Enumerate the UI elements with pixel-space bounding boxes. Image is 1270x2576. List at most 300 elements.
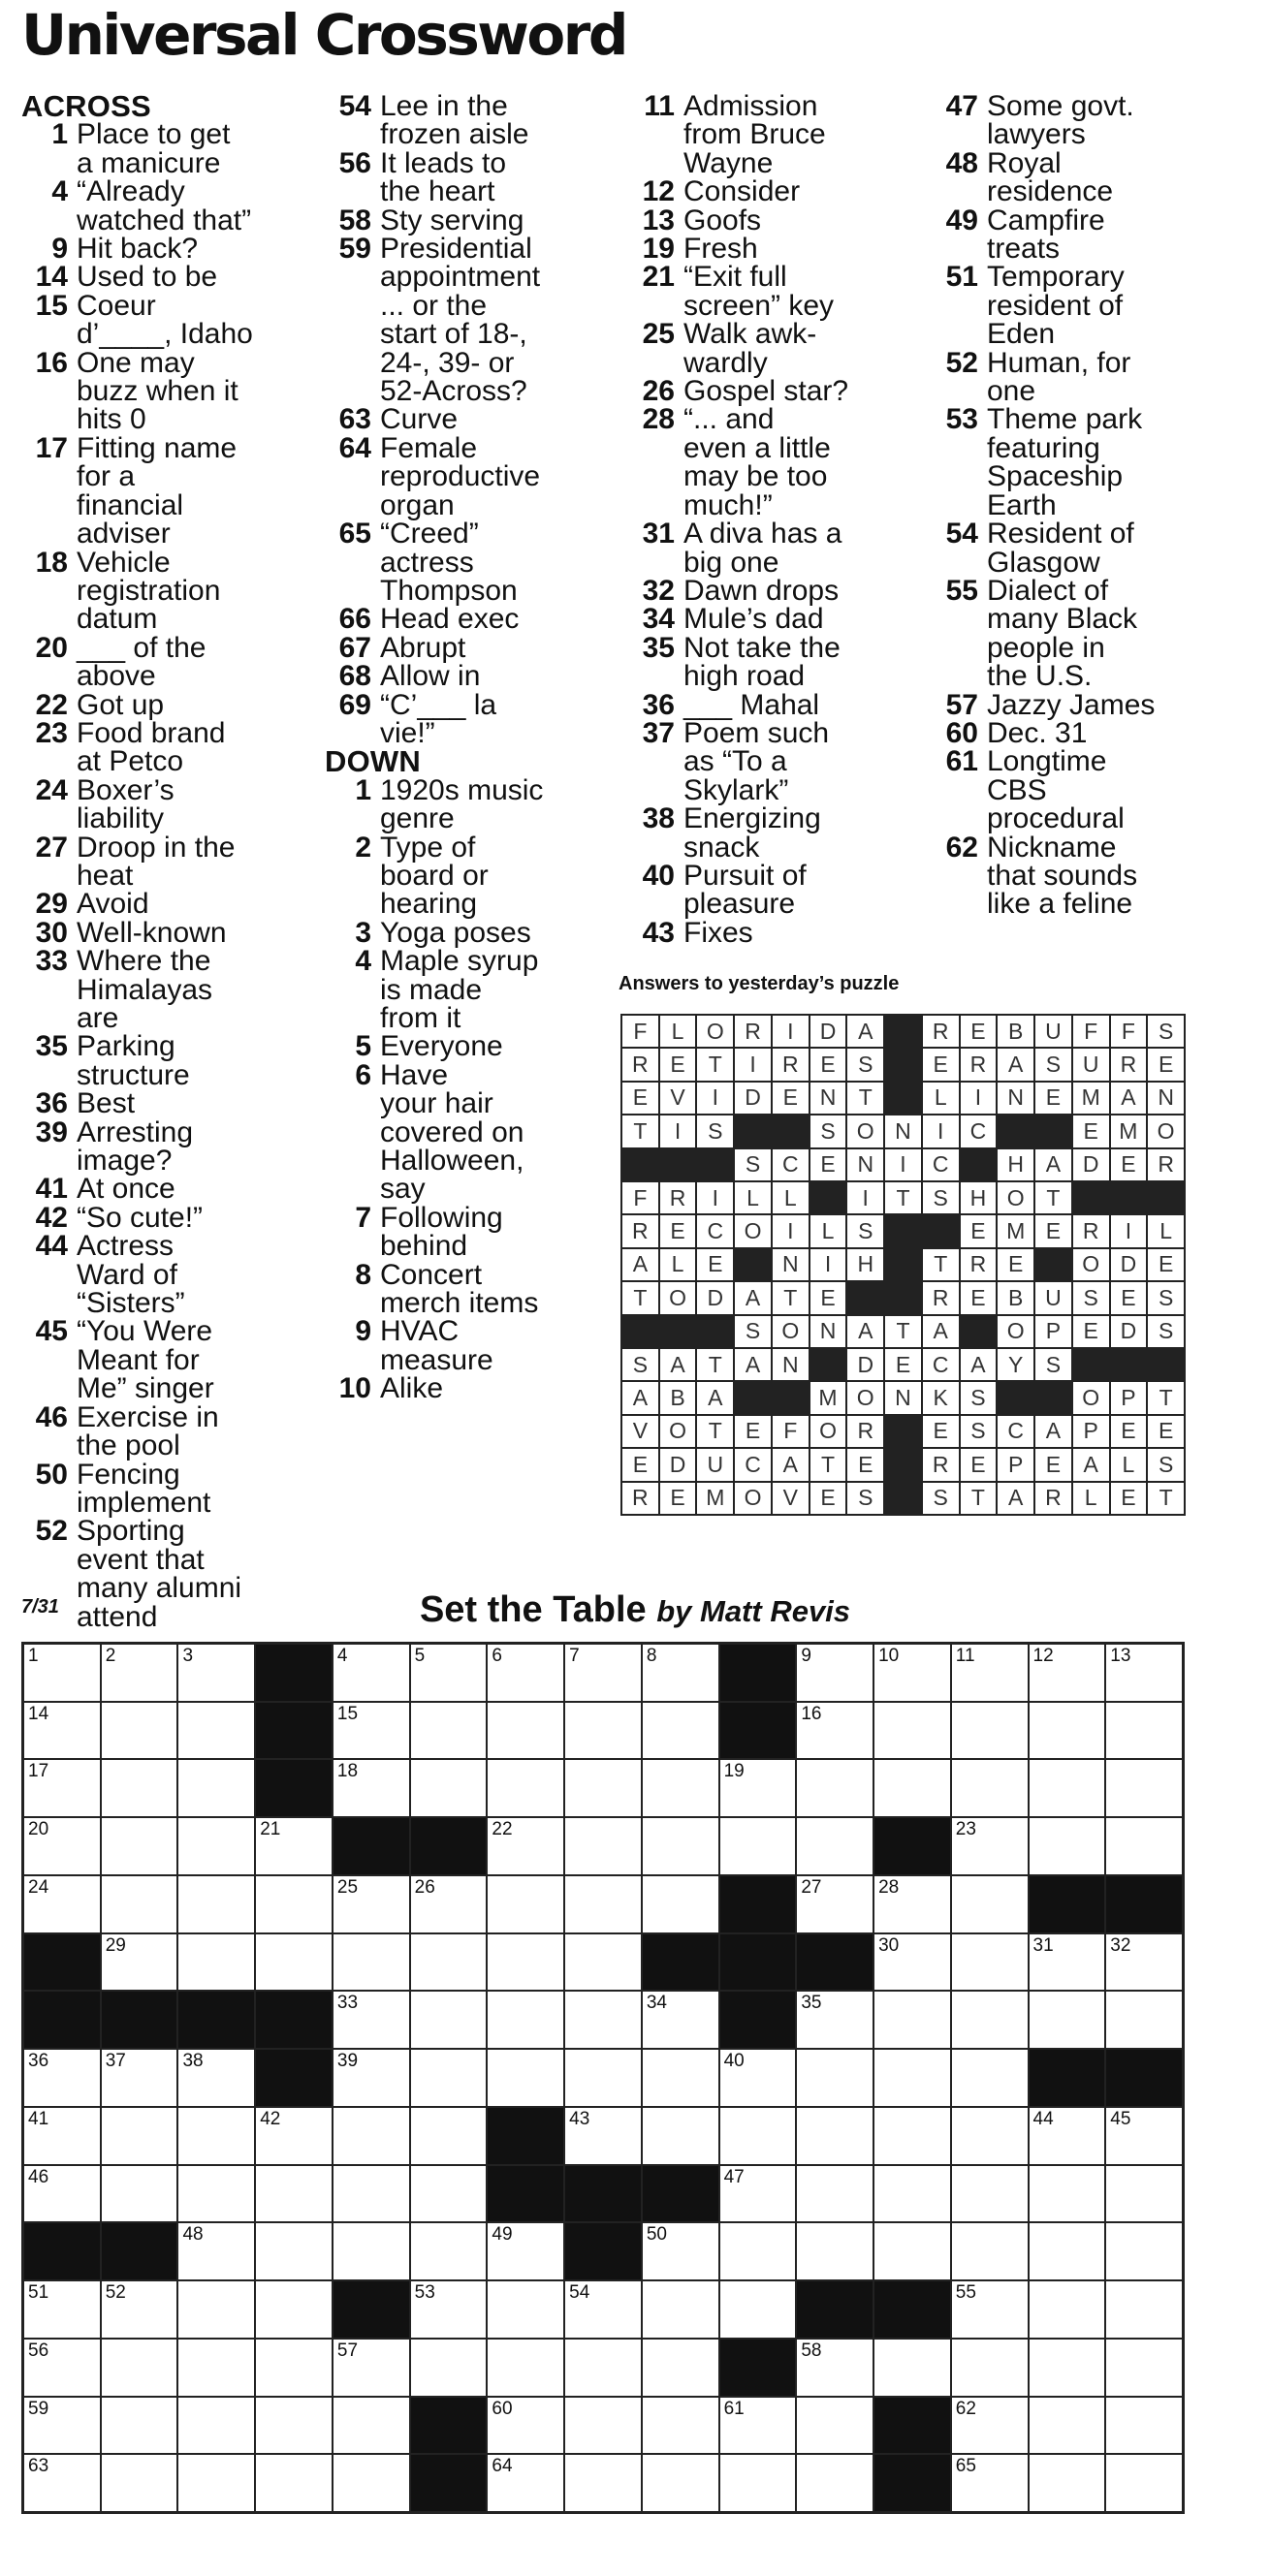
- clue-text: [683, 574, 919, 607]
- clue-number: 12: [642, 175, 675, 208]
- grid-cell[interactable]: [565, 2340, 641, 2396]
- grid-cell[interactable]: [24, 1645, 100, 1701]
- clue-text: [987, 833, 1261, 919]
- grid-cell[interactable]: [1106, 1818, 1182, 1874]
- clue-line: treats: [987, 233, 1061, 266]
- grid-cell[interactable]: [720, 2398, 796, 2454]
- grid-cell[interactable]: [797, 1645, 873, 1701]
- clue-line: Human, for: [987, 346, 1131, 379]
- grid-cell[interactable]: [488, 2050, 563, 2106]
- answer-cell: B: [998, 1282, 1033, 1313]
- grid-cell[interactable]: [333, 2050, 409, 2106]
- grid-cell[interactable]: [102, 1876, 177, 1932]
- grid-cell[interactable]: [1106, 2340, 1182, 2396]
- grid-cell[interactable]: [178, 2223, 254, 2279]
- clue-number: 20: [35, 631, 68, 664]
- grid-cell[interactable]: [1106, 1992, 1182, 2048]
- grid-cell[interactable]: [102, 2108, 177, 2164]
- clue-column-4: [932, 92, 1261, 919]
- clue-line: Alike: [380, 1372, 444, 1405]
- grid-cell[interactable]: [874, 1992, 950, 2048]
- grid-cell[interactable]: [643, 2340, 718, 2396]
- grid-cell[interactable]: [411, 2108, 487, 2164]
- clue-text: [77, 120, 312, 177]
- clue-text: [987, 688, 1261, 721]
- grid-cell[interactable]: [333, 2340, 409, 2396]
- black-square: [256, 1992, 332, 2048]
- answer-cell: S: [847, 1483, 883, 1514]
- grid-cell[interactable]: [102, 2398, 177, 2454]
- grid-cell[interactable]: [24, 2340, 100, 2396]
- cell-number: 15: [336, 1703, 359, 1724]
- grid-cell[interactable]: [1106, 1934, 1182, 1991]
- down-clue: [628, 206, 919, 235]
- grid-cell[interactable]: [952, 2340, 1028, 2396]
- grid-cell[interactable]: [256, 2455, 332, 2511]
- grid-cell[interactable]: [1030, 2281, 1105, 2338]
- answer-cell: R: [622, 1483, 658, 1514]
- clue-line: Goofs: [683, 204, 762, 236]
- grid-cell[interactable]: [565, 2398, 641, 2454]
- grid-cell[interactable]: [643, 2108, 718, 2164]
- answer-cell: E: [1111, 1483, 1147, 1514]
- grid-cell[interactable]: [1106, 2281, 1182, 2338]
- grid-cell[interactable]: [874, 2108, 950, 2164]
- grid-cell[interactable]: [178, 1703, 254, 1759]
- grid-cell[interactable]: [24, 1703, 100, 1759]
- grid-cell[interactable]: [333, 1760, 409, 1816]
- grid-cell[interactable]: [488, 1818, 563, 1874]
- grid-cell[interactable]: [102, 1934, 177, 1991]
- clue-number: 69: [338, 688, 371, 721]
- grid-cell[interactable]: [643, 2050, 718, 2106]
- clue-line: Well-known: [77, 916, 227, 949]
- grid-cell[interactable]: [333, 2223, 409, 2279]
- grid-cell[interactable]: [797, 2398, 873, 2454]
- across-clue: [21, 833, 312, 891]
- puzzle-byline: by Matt Revis: [656, 1594, 851, 1628]
- clue-number: 41: [35, 1173, 68, 1206]
- grid-cell[interactable]: [565, 1992, 641, 2048]
- down-clue: [932, 206, 1261, 264]
- answer-cell: V: [622, 1416, 658, 1447]
- grid-cell[interactable]: [1106, 1703, 1182, 1759]
- clue-line: frozen aisle: [380, 118, 529, 151]
- grid-cell[interactable]: [952, 1934, 1028, 1991]
- grid-cell[interactable]: [256, 2223, 332, 2279]
- grid-cell[interactable]: [256, 1934, 332, 1991]
- across-clue: [21, 177, 312, 235]
- grid-cell[interactable]: [720, 2455, 796, 2511]
- grid-cell[interactable]: [874, 2223, 950, 2279]
- grid-cell[interactable]: [952, 2108, 1028, 2164]
- grid-cell[interactable]: [565, 1760, 641, 1816]
- grid-cell[interactable]: [333, 2108, 409, 2164]
- clue-column-1: [21, 89, 312, 1633]
- grid-cell[interactable]: [256, 2281, 332, 2338]
- cell-number: 63: [28, 2456, 49, 2477]
- down-clue: [932, 405, 1261, 519]
- grid-cell[interactable]: [411, 2340, 487, 2396]
- grid-cell[interactable]: [1106, 2223, 1182, 2279]
- clue-text: [77, 631, 312, 693]
- grid-cell[interactable]: [874, 2166, 950, 2222]
- grid-cell[interactable]: [1030, 2455, 1105, 2511]
- grid-cell[interactable]: [102, 1645, 177, 1701]
- clue-number: 58: [338, 204, 371, 236]
- answer-cell: I: [697, 1083, 733, 1114]
- answer-cell: V: [660, 1083, 696, 1114]
- grid-cell[interactable]: [1106, 2108, 1182, 2164]
- grid-cell[interactable]: [1030, 2166, 1105, 2222]
- grid-cell[interactable]: [565, 2455, 641, 2511]
- grid-cell[interactable]: [952, 1645, 1028, 1701]
- puzzle-date: 7/31: [21, 1596, 59, 1618]
- grid-cell[interactable]: [178, 1876, 254, 1932]
- answer-cell: S: [1035, 1349, 1071, 1380]
- across-clue: [21, 1032, 312, 1089]
- clue-text: [987, 146, 1261, 208]
- grid-cell[interactable]: [24, 2281, 100, 2338]
- across-clue: [21, 1230, 312, 1320]
- grid-cell[interactable]: [720, 2166, 796, 2222]
- grid-cell[interactable]: [411, 1934, 487, 1991]
- clue-text: [987, 206, 1261, 264]
- clue-line: ___ Mahal: [683, 688, 820, 721]
- clue-text: [77, 1230, 312, 1320]
- grid-cell[interactable]: [178, 2398, 254, 2454]
- grid-cell[interactable]: [874, 1703, 950, 1759]
- grid-cell[interactable]: [333, 1876, 409, 1932]
- grid-cell[interactable]: [102, 1760, 177, 1816]
- clue-line: attend: [77, 1600, 158, 1633]
- clue-line: hearing: [380, 888, 478, 921]
- grid-cell[interactable]: [411, 2281, 487, 2338]
- grid-cell[interactable]: [1106, 2398, 1182, 2454]
- grid-cell[interactable]: [952, 1818, 1028, 1874]
- clue-line: heat: [77, 859, 134, 892]
- grid-cell[interactable]: [797, 2050, 873, 2106]
- answer-cell: E: [1148, 1049, 1184, 1080]
- down-clue: [932, 716, 1261, 749]
- clue-column-2: [325, 92, 616, 1403]
- clue-line: buzz when it: [77, 375, 238, 408]
- grid-cell[interactable]: [488, 2281, 563, 2338]
- grid-cell[interactable]: [952, 2166, 1028, 2222]
- down-clue: [628, 233, 919, 266]
- grid-cell[interactable]: [488, 2398, 563, 2454]
- cell-number: 4: [336, 1646, 348, 1666]
- grid-cell[interactable]: [952, 2455, 1028, 2511]
- answer-cell: E: [1073, 1115, 1109, 1147]
- grid-cell[interactable]: [1030, 1703, 1105, 1759]
- answer-cell: I: [1111, 1215, 1147, 1246]
- grid-cell[interactable]: [1106, 1760, 1182, 1816]
- answer-cell: H: [998, 1149, 1033, 1180]
- clue-text: [987, 745, 1261, 835]
- grid-cell[interactable]: [411, 1703, 487, 1759]
- down-clue: [628, 519, 919, 577]
- grid-cell[interactable]: [1030, 2398, 1105, 2454]
- grid-cell[interactable]: [411, 2223, 487, 2279]
- answer-cell: A: [697, 1382, 733, 1413]
- clue-number: 26: [642, 375, 675, 408]
- grid-cell[interactable]: [411, 1760, 487, 1816]
- clue-text: [380, 1317, 616, 1374]
- answer-cell: E: [660, 1049, 696, 1080]
- grid-cell[interactable]: [256, 2166, 332, 2222]
- grid-cell[interactable]: [256, 2398, 332, 2454]
- grid-cell[interactable]: [102, 2050, 177, 2106]
- clue-text: [380, 206, 616, 235]
- down-heading: DOWN: [325, 744, 421, 779]
- answer-cell: C: [735, 1449, 771, 1480]
- grid-cell[interactable]: [333, 1645, 409, 1701]
- grid-cell[interactable]: [24, 2166, 100, 2222]
- grid-cell[interactable]: [333, 2398, 409, 2454]
- answer-cell: L: [923, 1083, 959, 1114]
- answer-cell: R: [1148, 1149, 1184, 1180]
- grid-cell[interactable]: [256, 2340, 332, 2396]
- grid-cell[interactable]: [797, 2223, 873, 2279]
- grid-cell[interactable]: [178, 2166, 254, 2222]
- grid-cell[interactable]: [411, 1876, 487, 1932]
- grid-cell[interactable]: [565, 1645, 641, 1701]
- clue-text: [380, 773, 616, 835]
- grid-cell[interactable]: [952, 1703, 1028, 1759]
- grid-cell[interactable]: [488, 1992, 563, 2048]
- grid-cell[interactable]: [24, 1876, 100, 1932]
- grid-cell[interactable]: [333, 1992, 409, 2048]
- crossword-grid: [21, 1642, 1185, 2514]
- grid-cell[interactable]: [411, 1992, 487, 2048]
- answer-cell: E: [1073, 1316, 1109, 1347]
- answer-cell: E: [810, 1049, 846, 1080]
- grid-cell[interactable]: [1030, 2340, 1105, 2396]
- grid-cell[interactable]: [797, 1992, 873, 2048]
- grid-cell[interactable]: [565, 2281, 641, 2338]
- grid-cell[interactable]: [720, 2108, 796, 2164]
- black-square: [874, 2281, 950, 2338]
- grid-cell[interactable]: [178, 2050, 254, 2106]
- grid-cell[interactable]: [102, 2455, 177, 2511]
- clue-text: [380, 1201, 616, 1263]
- grid-cell[interactable]: [411, 2166, 487, 2222]
- clue-line: Hit back?: [77, 233, 199, 266]
- down-clue: [325, 1258, 616, 1320]
- grid-cell[interactable]: [1030, 1934, 1105, 1991]
- grid-cell[interactable]: [952, 1876, 1028, 1932]
- answer-cell: S: [961, 1382, 997, 1413]
- clue-number: 17: [35, 431, 68, 464]
- grid-cell[interactable]: [952, 2223, 1028, 2279]
- grid-cell[interactable]: [178, 2108, 254, 2164]
- grid-cell[interactable]: [952, 1992, 1028, 2048]
- clue-line: 52-Across?: [380, 375, 527, 408]
- grid-cell[interactable]: [1106, 2166, 1182, 2222]
- grid-cell[interactable]: [1030, 1645, 1105, 1701]
- answer-cell: R: [660, 1182, 696, 1213]
- clue-line: implement: [77, 1486, 211, 1519]
- grid-cell[interactable]: [102, 2340, 177, 2396]
- clue-line: wardly: [683, 346, 768, 379]
- clue-text: [77, 261, 312, 294]
- down-clue: [932, 92, 1261, 149]
- grid-cell[interactable]: [488, 2455, 563, 2511]
- grid-cell[interactable]: [102, 1818, 177, 1874]
- grid-cell[interactable]: [102, 2166, 177, 2222]
- answer-cell: E: [810, 1149, 846, 1180]
- grid-cell[interactable]: [1030, 2108, 1105, 2164]
- grid-cell[interactable]: [643, 2281, 718, 2338]
- clue-line: Best: [77, 1087, 136, 1120]
- black-square: [411, 2455, 487, 2511]
- grid-cell[interactable]: [952, 2050, 1028, 2106]
- grid-cell[interactable]: [1030, 1818, 1105, 1874]
- grid-cell[interactable]: [720, 2223, 796, 2279]
- grid-cell[interactable]: [797, 1818, 873, 1874]
- grid-cell[interactable]: [488, 2223, 563, 2279]
- clue-text: [683, 320, 919, 377]
- grid-cell[interactable]: [797, 2455, 873, 2511]
- answer-cell: S: [810, 1115, 846, 1147]
- grid-cell[interactable]: [565, 2050, 641, 2106]
- grid-cell[interactable]: [643, 1703, 718, 1759]
- grid-cell[interactable]: [24, 2455, 100, 2511]
- grid-cell[interactable]: [102, 1703, 177, 1759]
- clue-line: people in: [987, 631, 1105, 664]
- grid-cell[interactable]: [488, 2340, 563, 2396]
- grid-cell[interactable]: [565, 1934, 641, 1991]
- grid-cell[interactable]: [333, 1934, 409, 1991]
- grid-cell[interactable]: [720, 2050, 796, 2106]
- grid-cell[interactable]: [874, 2340, 950, 2396]
- grid-cell[interactable]: [565, 2108, 641, 2164]
- grid-cell[interactable]: [178, 1645, 254, 1701]
- grid-cell[interactable]: [256, 1876, 332, 1932]
- clue-line: Meant for: [77, 1343, 200, 1376]
- grid-cell[interactable]: [24, 1760, 100, 1816]
- grid-cell[interactable]: [797, 2340, 873, 2396]
- grid-cell[interactable]: [643, 1645, 718, 1701]
- grid-cell[interactable]: [102, 2281, 177, 2338]
- grid-cell[interactable]: [488, 1760, 563, 1816]
- grid-cell[interactable]: [1106, 1645, 1182, 1701]
- answer-cell: A: [961, 1349, 997, 1380]
- grid-cell[interactable]: [333, 2166, 409, 2222]
- grid-cell[interactable]: [643, 2455, 718, 2511]
- grid-cell[interactable]: [797, 1703, 873, 1759]
- grid-cell[interactable]: [643, 1992, 718, 2048]
- grid-cell[interactable]: [333, 1703, 409, 1759]
- grid-cell[interactable]: [256, 1818, 332, 1874]
- grid-cell[interactable]: [874, 1934, 950, 1991]
- clue-line: “You Were: [77, 1315, 213, 1348]
- grid-cell[interactable]: [720, 1818, 796, 1874]
- grid-cell[interactable]: [24, 2398, 100, 2454]
- clue-line: merch items: [380, 1287, 539, 1320]
- grid-cell[interactable]: [411, 1645, 487, 1701]
- grid-cell[interactable]: [1030, 2223, 1105, 2279]
- grid-cell[interactable]: [565, 1876, 641, 1932]
- grid-cell[interactable]: [178, 2455, 254, 2511]
- grid-cell[interactable]: [1030, 1992, 1105, 2048]
- clue-line: Food brand: [77, 716, 226, 749]
- grid-cell[interactable]: [565, 1818, 641, 1874]
- clue-number: 23: [35, 716, 68, 749]
- grid-cell[interactable]: [797, 1876, 873, 1932]
- clue-column-3: [628, 92, 919, 947]
- clue-line: Maple syrup: [380, 945, 539, 978]
- grid-cell[interactable]: [874, 2050, 950, 2106]
- cell-number: 28: [878, 1876, 900, 1898]
- answer-cell: L: [810, 1215, 846, 1246]
- grid-cell[interactable]: [178, 2340, 254, 2396]
- grid-cell[interactable]: [643, 1876, 718, 1932]
- clue-number: 42: [35, 1201, 68, 1234]
- grid-cell[interactable]: [874, 1760, 950, 1816]
- down-clue: [628, 375, 919, 408]
- black-square: [565, 2223, 641, 2279]
- grid-cell[interactable]: [333, 2455, 409, 2511]
- grid-cell[interactable]: [797, 2166, 873, 2222]
- grid-cell[interactable]: [178, 1818, 254, 1874]
- grid-cell[interactable]: [720, 2281, 796, 2338]
- clue-line: “... and: [683, 403, 775, 436]
- grid-cell[interactable]: [24, 1818, 100, 1874]
- grid-cell[interactable]: [952, 2398, 1028, 2454]
- grid-cell[interactable]: [565, 1703, 641, 1759]
- answer-cell: P: [1111, 1382, 1147, 1413]
- grid-cell[interactable]: [720, 1760, 796, 1816]
- grid-cell[interactable]: [178, 1934, 254, 1991]
- clue-line: like a feline: [987, 888, 1133, 921]
- grid-cell[interactable]: [643, 2223, 718, 2279]
- grid-cell[interactable]: [874, 1876, 950, 1932]
- grid-cell[interactable]: [411, 2050, 487, 2106]
- grid-cell[interactable]: [488, 1934, 563, 1991]
- answer-cell: M: [697, 1483, 733, 1514]
- grid-cell[interactable]: [178, 1760, 254, 1816]
- clue-line: Poem such: [683, 716, 830, 749]
- clue-line: Halloween,: [380, 1145, 524, 1178]
- down-clue: [628, 175, 919, 208]
- grid-cell[interactable]: [643, 2398, 718, 2454]
- grid-cell[interactable]: [1030, 1760, 1105, 1816]
- grid-cell[interactable]: [797, 2108, 873, 2164]
- clue-number: 1: [51, 118, 68, 151]
- grid-cell[interactable]: [256, 2108, 332, 2164]
- clue-number: 36: [35, 1087, 68, 1120]
- grid-cell[interactable]: [643, 1760, 718, 1816]
- answer-cell: R: [1073, 1215, 1109, 1246]
- grid-cell[interactable]: [797, 1760, 873, 1816]
- grid-cell[interactable]: [24, 2108, 100, 2164]
- grid-cell[interactable]: [178, 2281, 254, 2338]
- grid-cell[interactable]: [1106, 2455, 1182, 2511]
- grid-cell[interactable]: [643, 1818, 718, 1874]
- grid-cell[interactable]: [24, 2050, 100, 2106]
- grid-cell[interactable]: [488, 1703, 563, 1759]
- clue-number: 22: [35, 688, 68, 721]
- answer-cell: M: [1111, 1115, 1147, 1147]
- grid-cell[interactable]: [874, 1645, 950, 1701]
- grid-cell[interactable]: [488, 1876, 563, 1932]
- grid-cell[interactable]: [952, 2281, 1028, 2338]
- grid-cell[interactable]: [488, 1645, 563, 1701]
- grid-cell[interactable]: [952, 1760, 1028, 1816]
- answer-cell: F: [622, 1016, 658, 1047]
